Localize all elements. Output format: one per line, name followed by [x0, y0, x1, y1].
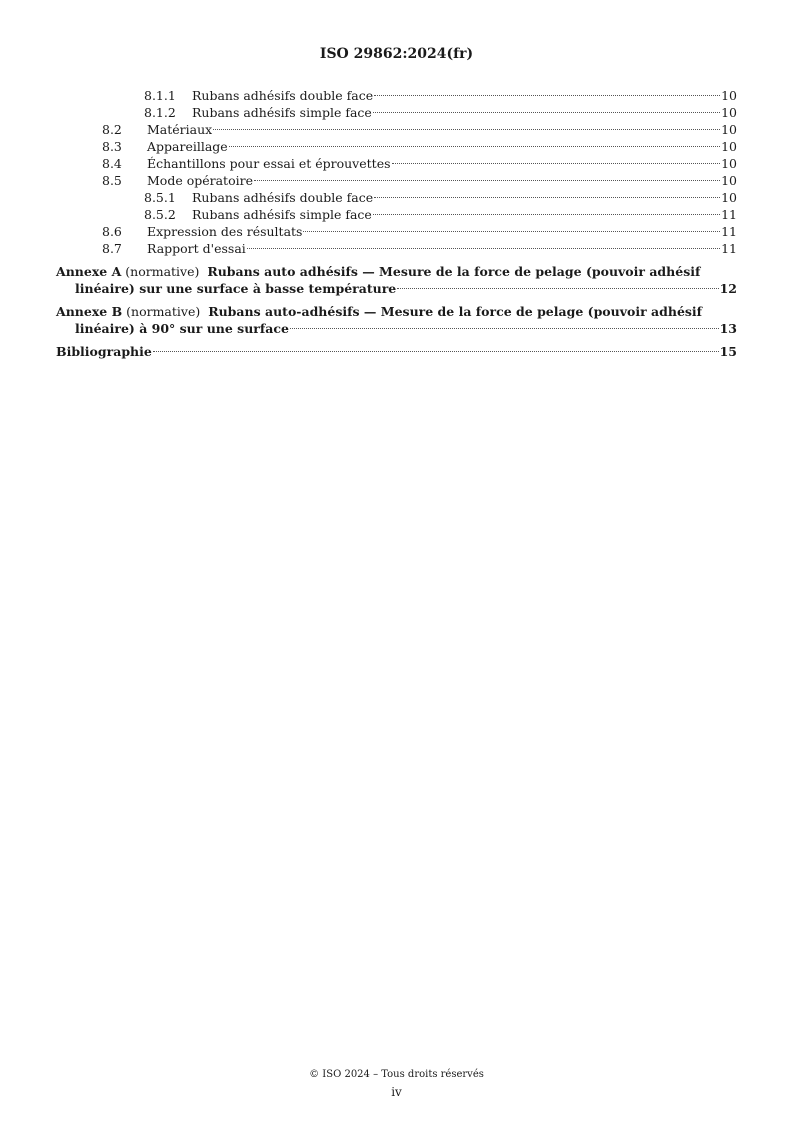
- toc-entry[interactable]: [56, 155, 737, 172]
- page-footer: [0, 1068, 793, 1099]
- toc-entry-number: 8.5.2: [144, 207, 176, 222]
- page-header: ISO 29862:2024(fr): [319, 46, 474, 62]
- dot-leader: [247, 248, 720, 249]
- annex-a-label: Annexe A: [56, 264, 122, 279]
- toc-entry-number: 8.1.1: [144, 88, 176, 103]
- annex-b-label: Annexe B: [56, 304, 123, 319]
- annex-a-line2: [56, 280, 737, 297]
- toc-entry-page: 10: [721, 173, 737, 188]
- toc-entry-number: 8.5.1: [144, 190, 176, 205]
- toc-entry-number: 8.5: [102, 173, 122, 188]
- toc-bibliography[interactable]: [56, 343, 737, 360]
- toc-entry-number: 8.2: [102, 122, 122, 137]
- annex-b-line1: [56, 303, 737, 320]
- toc-entry-title: Rubans adhésifs simple face: [192, 207, 372, 222]
- dot-leader: [303, 231, 720, 232]
- dot-leader: [373, 112, 720, 113]
- bibliography-title: Bibliographie: [56, 344, 152, 359]
- toc-entry-page: 10: [721, 139, 737, 154]
- annex-b-title-line2: linéaire) à 90° sur une surface: [75, 321, 289, 336]
- toc-entry-title: Rapport d'essai: [147, 241, 246, 256]
- toc-entry-number: 8.7: [102, 241, 122, 256]
- toc-entry-page: 11: [721, 207, 737, 222]
- toc-entry-page: 10: [721, 122, 737, 137]
- toc-entry[interactable]: [56, 223, 737, 240]
- dot-leader: [290, 328, 719, 329]
- toc-entry-number: 8.1.2: [144, 105, 176, 120]
- toc-entry-page: 10: [721, 105, 737, 120]
- toc-entry-page: 10: [721, 156, 737, 171]
- toc-entry[interactable]: [56, 240, 737, 257]
- dot-leader: [229, 146, 720, 147]
- annex-a-type: (normative): [125, 264, 200, 279]
- dot-leader: [213, 129, 720, 130]
- annex-a-line1: [56, 263, 737, 280]
- toc-entry-number: 8.3: [102, 139, 122, 154]
- toc-entry-number: 8.4: [102, 156, 122, 171]
- toc-entry[interactable]: [56, 206, 737, 223]
- toc-entry[interactable]: [56, 104, 737, 121]
- toc-annex-a[interactable]: [56, 263, 737, 297]
- dot-leader: [374, 197, 720, 198]
- toc-entry-title: Rubans adhésifs double face: [192, 190, 374, 205]
- toc-entry-number: 8.6: [102, 224, 122, 239]
- toc-entry[interactable]: [56, 172, 737, 189]
- annex-a-page: 12: [719, 281, 737, 296]
- dot-leader: [392, 163, 721, 164]
- toc-entry-title: Rubans adhésifs double face: [192, 88, 374, 103]
- dot-leader: [373, 214, 720, 215]
- toc-entry-title: Mode opératoire: [147, 173, 253, 188]
- toc-entry[interactable]: [56, 121, 737, 138]
- toc-annex-b[interactable]: [56, 303, 737, 337]
- toc-entry-page: 10: [721, 88, 737, 103]
- annex-a-title-line1: Rubans auto adhésifs — Mesure de la force de pelage (pouvoir adhésif: [207, 264, 701, 279]
- toc-entry-title: Appareillage: [147, 139, 228, 154]
- annex-b-title-line1: Rubans auto-adhésifs — Mesure de la force de pelage (pouvoir adhésif: [208, 304, 703, 319]
- copyright-text: © ISO 2024 – Tous droits réservés: [309, 1069, 484, 1080]
- page-number: iv: [391, 1085, 402, 1099]
- dot-leader: [254, 180, 720, 181]
- dot-leader: [153, 351, 719, 352]
- toc-entry-title: Matériaux: [147, 122, 213, 137]
- toc-entry-page: 10: [721, 190, 737, 205]
- dot-leader: [374, 95, 720, 96]
- annex-b-type: (normative): [126, 304, 201, 319]
- annex-b-page: 13: [719, 321, 737, 336]
- toc-entry-page: 11: [721, 224, 737, 239]
- toc-entries: [56, 87, 737, 257]
- toc-entry[interactable]: [56, 138, 737, 155]
- dot-leader: [397, 288, 718, 289]
- toc-entry-title: Échantillons pour essai et éprouvettes: [147, 156, 391, 171]
- toc-entry[interactable]: [56, 87, 737, 104]
- table-of-contents: [56, 87, 737, 360]
- annex-b-line2: [56, 320, 737, 337]
- toc-entry-title: Rubans adhésifs simple face: [192, 105, 372, 120]
- annex-a-title-line2: linéaire) sur une surface à basse température: [75, 281, 397, 296]
- toc-entry-page: 11: [721, 241, 737, 256]
- toc-entry[interactable]: [56, 189, 737, 206]
- bibliography-page: 15: [719, 344, 737, 359]
- toc-entry-title: Expression des résultats: [147, 224, 303, 239]
